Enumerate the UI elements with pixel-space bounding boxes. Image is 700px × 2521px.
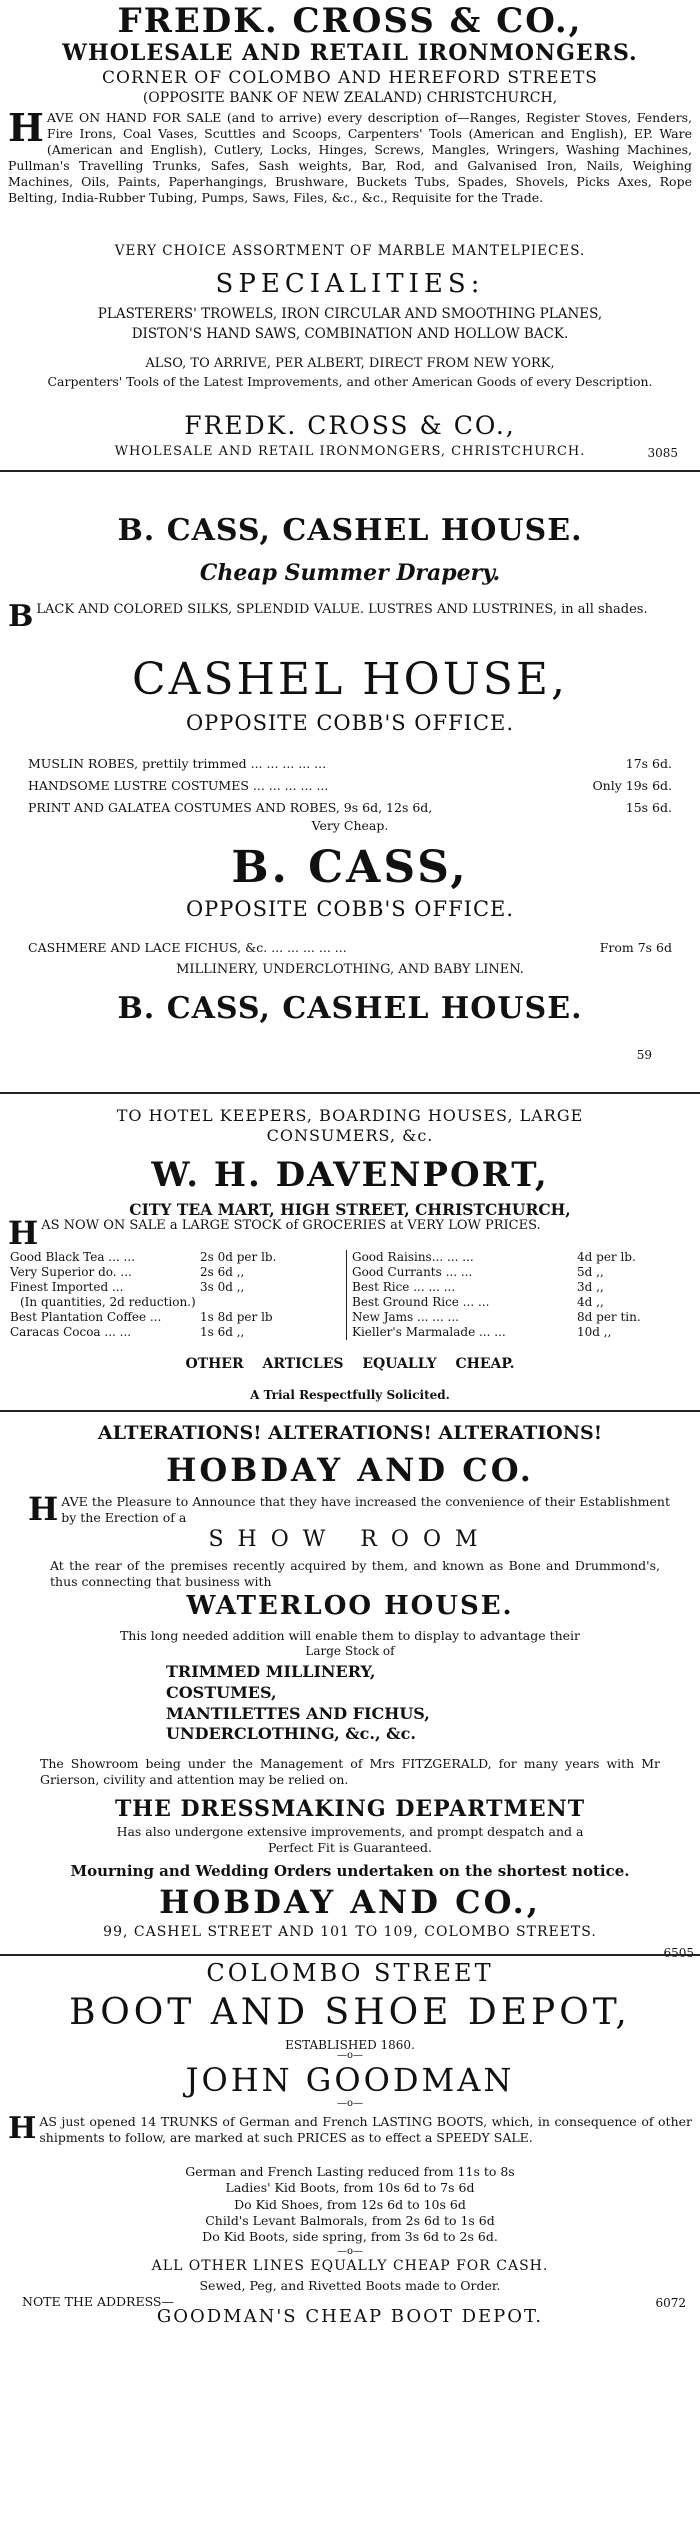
ad-marble-note: VERY CHOICE ASSORTMENT OF MARBLE MANTELPIECES. [114, 243, 586, 259]
divider [0, 1092, 700, 1094]
drop-cap: B [8, 599, 34, 634]
ad-large-stock: Large Stock of [305, 1644, 395, 1658]
price-table-left [10, 1250, 340, 1340]
ad-depot-name: GOODMAN'S CHEAP BOOT DEPOT. [156, 2306, 544, 2327]
list-item: MANTILETTES AND FICHUS, [166, 1703, 430, 1723]
drop-cap: H [8, 105, 44, 150]
ad-stock-list [166, 1662, 430, 1745]
ad-fredk-cross [0, 0, 700, 512]
ornament: —o— [336, 2098, 364, 2109]
ad-sewed-line: Sewed, Peg, and Rivetted Boots made to Order. [199, 2278, 501, 2293]
ad-number: 59 [636, 1048, 652, 1062]
ad-title: W. H. DAVENPORT, [151, 1155, 549, 1195]
price-table-right [352, 1250, 692, 1340]
ornament: —o— [336, 2050, 364, 2061]
list-item: Ladies' Kid Boots, from 10s 6d to 7s 6d [225, 2180, 475, 2196]
ad-other-articles: OTHER ARTICLES EQUALLY CHEAP. [185, 1356, 515, 1372]
ad-note-address: NOTE THE ADDRESS— [22, 2294, 174, 2309]
ad-dressmaking-line2: Perfect Fit is Guaranteed. [267, 1840, 433, 1855]
ad-proprietor: JOHN GOODMAN [185, 2061, 515, 2099]
ad-address: CORNER OF COLOMBO AND HEREFORD STREETS [102, 68, 598, 88]
list-item: Do Kid Boots, side spring, from 3s 6d to 2s 6d. [202, 2229, 498, 2244]
ad-body-text: HAS just opened 14 TRUNKS of German and French LASTING BOOTS, which, in consequence of other shipments to follow, are marked at such PRICES as to effect a SPEEDY SALE. [8, 2111, 692, 2146]
table-row: Very Superior do. ... 2s 6d ,, [10, 1265, 245, 1279]
ad-dressmaking-heading: THE DRESSMAKING DEPARTMENT [114, 1796, 586, 1822]
table-row: Best Plantation Coffee ... 1s 8d per lb [10, 1310, 273, 1324]
table-row: Good Raisins... ... ... 4d per lb. [352, 1250, 636, 1264]
ad-title: BOOT AND SHOE DEPOT, [69, 1992, 631, 2033]
ad-number: 6072 [655, 2296, 686, 2310]
price-row: CASHMERE AND LACE FICHUS, &c. ... ... ... ... ... From 7s 6d [28, 940, 672, 955]
ad-specialities-heading: SPECIALITIES: [215, 269, 485, 299]
ad-title-repeat: FREDK. CROSS & CO., [184, 411, 516, 440]
ad-arrival-line1: ALSO, TO ARRIVE, PER ALBERT, DIRECT FROM NEW YORK, [145, 356, 555, 371]
ad-footer-address: 99, CASHEL STREET AND 101 TO 109, COLOMBO STREETS. [103, 1924, 597, 1940]
ad-arrival-line2: Carpenters' Tools of the Latest Improvements, and other American Goods of every Description. [47, 374, 653, 389]
ad-intro-line2: CONSUMERS, &c. [266, 1126, 434, 1145]
ad-dressmaking-line1: Has also undergone extensive improvements, and prompt despatch and a [116, 1824, 584, 1839]
table-row: Caracas Cocoa ... ... 1s 6d ,, [10, 1325, 245, 1339]
ad-number: 6505 [663, 1946, 694, 1960]
ad-show-room: SHOW ROOM [208, 1527, 492, 1552]
ad-millinery: MILLINERY, UNDERCLOTHING, AND BABY LINEN. [176, 962, 524, 977]
ad-title: B. CASS, CASHEL HOUSE. [117, 513, 583, 548]
list-item: Do Kid Shoes, from 12s 6d to 10s 6d [234, 2196, 466, 2212]
ad-mourning: Mourning and Wedding Orders undertaken on the shortest notice. [70, 1862, 630, 1880]
ad-body-text: HAVE the Pleasure to Announce that they have increased the convenience of their Establishment by the Erection of a [28, 1490, 670, 1528]
ad-specialities-line1: PLASTERERS' TROWELS, IRON CIRCULAR AND SMOOTHING PLANES, [97, 306, 603, 322]
ad-street-heading: COLOMBO STREET [206, 1959, 494, 1987]
ad-premises-text: At the rear of the premises recently acquired by them, and known as Bone and Drummond's, thus connecting that business with [50, 1558, 660, 1589]
list-item: UNDERCLOTHING, &c., &c. [166, 1724, 416, 1744]
ad-subtitle: WHOLESALE AND RETAIL IRONMONGERS. [62, 40, 638, 66]
ad-title-repeat: HOBDAY AND CO., [159, 1883, 541, 1921]
ad-waterloo-house: WATERLOO HOUSE. [186, 1591, 514, 1621]
ad-title: FREDK. CROSS & CO., [117, 1, 583, 41]
drop-cap: H [28, 1490, 59, 1528]
list-item: German and French Lasting reduced from 11s to 8s [185, 2164, 515, 2179]
ad-body-text: HAS NOW ON SALE a LARGE STOCK of GROCERIES at VERY LOW PRICES. [8, 1214, 541, 1252]
divider [0, 1410, 700, 1412]
drop-cap: H [8, 1214, 39, 1252]
divider [0, 470, 700, 472]
ad-body-text: HAVE ON HAND FOR SALE (and to arrive) every description of—Ranges, Register Stoves, Fenders, Fire Irons, Coal Vases, Scuttles and Scoops, Carpenters' Tools (American and English), EP. Ware (American and English), Cutlery, Locks, Hinges, Screws, Mangles, Wringers, Washing Machines, Pullman's Travelling Trunks, Safes, Sash weights, Bar, Rod, and Galvanised Iron, Nails, Weighing Machines, Oils, Paints, Paperhangings, Brushware, Buckets Tubs, Spades, Shovels, Picks Axes, Rope Belting, India-Rubber Tubing, Pumps, Saws, Files, &c., &c., Requisite for the Trade. [8, 105, 692, 205]
table-row: Best Ground Rice ... ... 4d ,, [352, 1295, 604, 1309]
ad-address-note: (OPPOSITE BANK OF NEW ZEALAND) CHRISTCHURCH, [142, 90, 558, 106]
table-row: Finest Imported ... 3s 0d ,, [10, 1280, 245, 1294]
table-row: Kieller's Marmalade ... ... 10d ,, [352, 1325, 612, 1339]
list-item: TRIMMED MILLINERY, [166, 1662, 376, 1681]
drop-cap: H [8, 2111, 37, 2146]
ad-title: HOBDAY AND CO. [166, 1451, 534, 1489]
ad-heading-bcass: B. CASS, [231, 842, 469, 893]
divider [0, 1954, 700, 1956]
ad-footer: WHOLESALE AND RETAIL IRONMONGERS, CHRISTCHURCH. [114, 444, 586, 459]
ad-intro-line1: TO HOTEL KEEPERS, BOARDING HOUSES, LARGE [116, 1106, 584, 1125]
table-row: Good Currants ... ... 5d ,, [352, 1265, 604, 1279]
ad-trial-note: A Trial Respectfully Solicited. [250, 1388, 450, 1402]
ad-number: 3085 [647, 446, 678, 460]
ad-location: OPPOSITE COBB'S OFFICE. [185, 711, 515, 735]
ad-location-repeat: OPPOSITE COBB'S OFFICE. [185, 897, 515, 921]
ad-specialities-line2: DISTON'S HAND SAWS, COMBINATION AND HOLLOW BACK. [131, 326, 569, 342]
ad-note: Very Cheap. [311, 818, 389, 833]
table-row: Good Black Tea ... ... 2s 0d per lb. [10, 1250, 277, 1264]
price-row: PRINT AND GALATEA COSTUMES AND ROBES, 9s 6d, 12s 6d, 15s 6d. [28, 800, 672, 815]
ad-address: CITY TEA MART, HIGH STREET, CHRISTCHURCH, [129, 1200, 571, 1219]
list-item: COSTUMES, [166, 1682, 277, 1702]
ad-alterations: ALTERATIONS! ALTERATIONS! ALTERATIONS! [97, 1422, 603, 1444]
price-row: MUSLIN ROBES, prettily trimmed ... ... ... ... ... 17s 6d. [28, 756, 672, 771]
ad-body-text: BLACK AND COLORED SILKS, SPLENDID VALUE. LUSTRES AND LUSTRINES, in all shades. [8, 599, 648, 634]
ornament: —o— [336, 2246, 364, 2257]
ad-subtitle: Cheap Summer Drapery. [199, 560, 501, 586]
ad-showroom-text: The Showroom being under the Management of Mrs FITZGERALD, for many years with Mr Grierson, civility and attention may be relied on. [40, 1756, 660, 1787]
ad-cheap-line: ALL OTHER LINES EQUALLY CHEAP FOR CASH. [151, 2258, 549, 2274]
table-row: Best Rice ... ... ... 3d ,, [352, 1280, 604, 1294]
price-row: HANDSOME LUSTRE COSTUMES ... ... ... ... ... Only 19s 6d. [28, 778, 672, 793]
ad-established: ESTABLISHED 1860. [285, 2038, 415, 2052]
list-item: Child's Levant Balmorals, from 2s 6d to 1s 6d [205, 2212, 495, 2228]
table-row: New Jams ... ... ... 8d per tin. [352, 1310, 641, 1324]
table-divider [346, 1250, 347, 1340]
ad-title-repeat: B. CASS, CASHEL HOUSE. [117, 991, 583, 1026]
ad-addition-text: This long needed addition will enable them to display to advantage their [119, 1628, 581, 1643]
table-row: (In quantities, 2d reduction.) [20, 1295, 196, 1309]
ad-price-list [0, 2164, 700, 2245]
ad-heading-cashel: CASHEL HOUSE, [131, 654, 569, 705]
